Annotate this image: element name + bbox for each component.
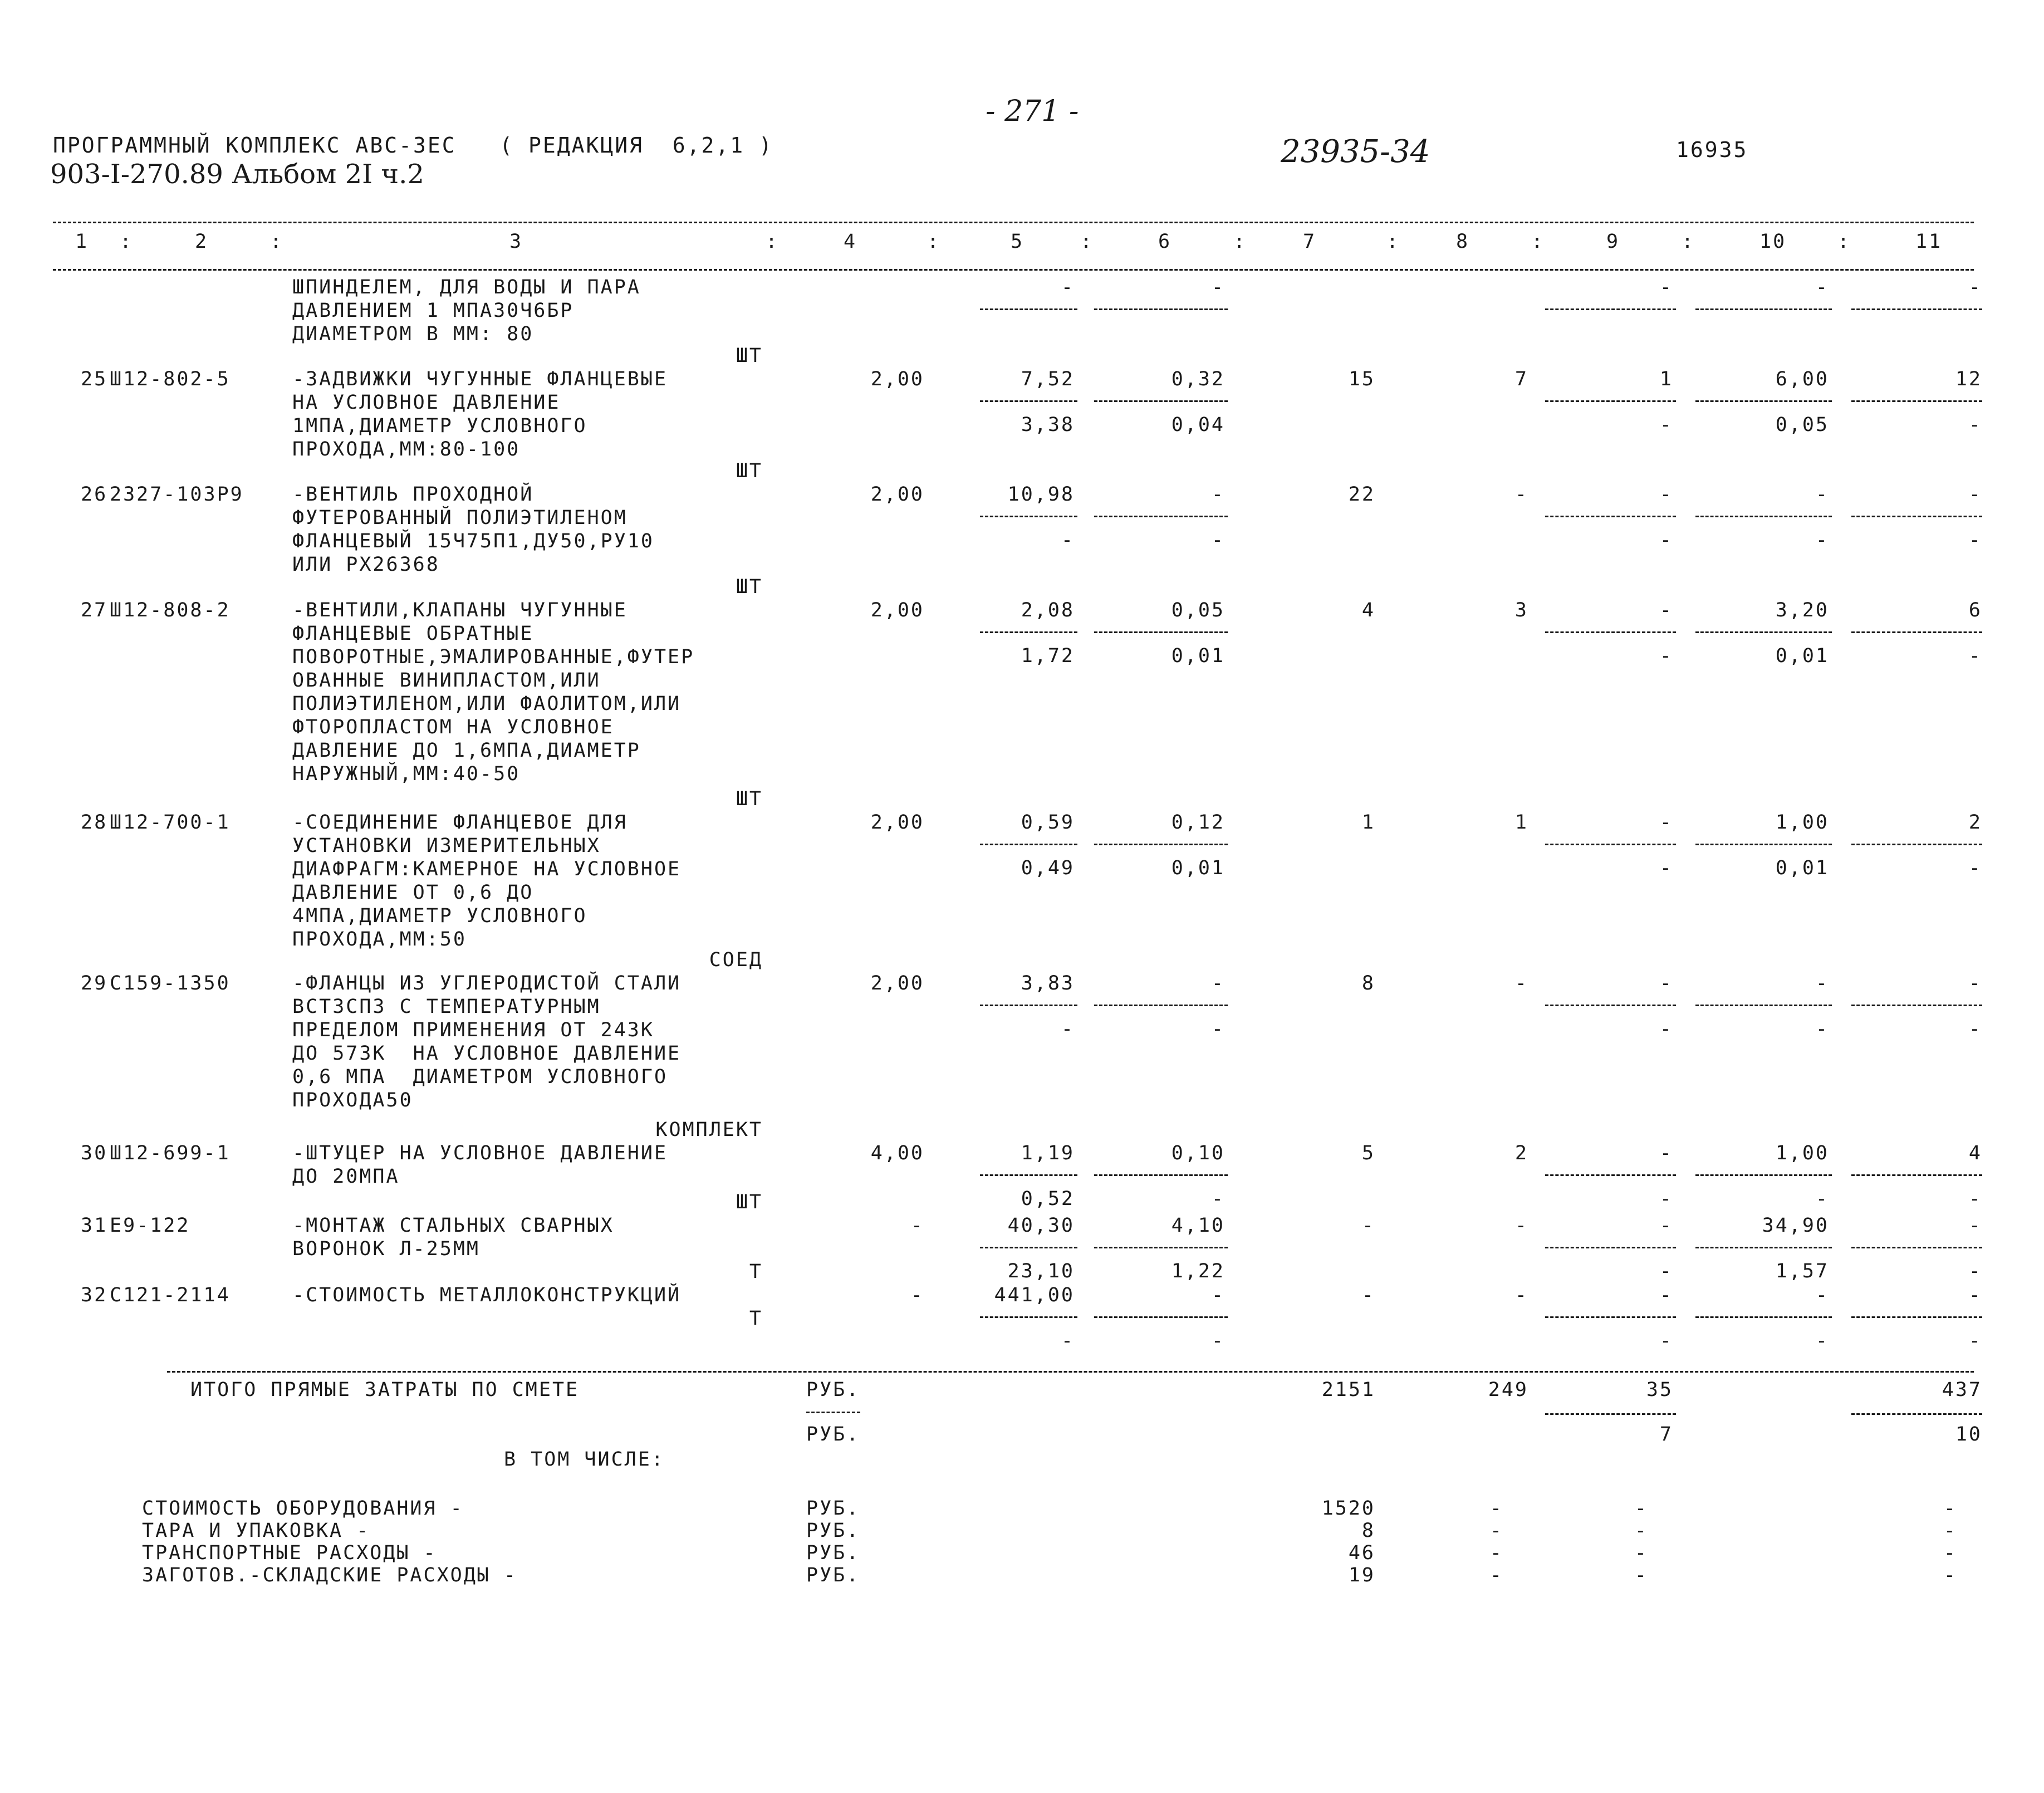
rule-c6 xyxy=(1094,400,1228,402)
column-separator: : xyxy=(1233,231,1247,253)
value-c6: 0,32 xyxy=(1171,368,1225,390)
value-c6: 0,10 xyxy=(1171,1142,1225,1164)
rule-c5 xyxy=(980,1316,1077,1318)
rule-c5 xyxy=(980,631,1077,633)
totals-c11b: 10 xyxy=(1955,1423,1982,1446)
rule-c10 xyxy=(1695,1316,1832,1318)
value-c6: - xyxy=(1211,276,1225,298)
value-c11b: - xyxy=(1968,1330,1982,1352)
value-c10b: 0,01 xyxy=(1775,645,1829,667)
rule-c5 xyxy=(980,1005,1077,1006)
value-c10b: 0,05 xyxy=(1775,414,1829,436)
row-description-line: ПРОХОДА,ММ:50 xyxy=(292,928,467,951)
row-description-line: -МОНТАЖ СТАЛЬНЫХ СВАРНЫХ xyxy=(292,1214,614,1237)
row-description-line: ПРЕДЕЛОМ ПРИМЕНЕНИЯ ОТ 243К xyxy=(292,1019,654,1041)
rule-c10 xyxy=(1695,516,1832,517)
row-code: С159-1350 xyxy=(110,972,231,995)
value-c10: 1,00 xyxy=(1775,1142,1829,1164)
row-description-line: -СТОИМОСТЬ МЕТАЛЛОКОНСТРУКЦИЙ xyxy=(292,1284,682,1306)
value-c5: - xyxy=(1061,276,1075,298)
value-c9b: - xyxy=(1659,1260,1673,1282)
value-c11b: - xyxy=(1968,414,1982,436)
value-c8: 7 xyxy=(1514,368,1528,390)
rule-c10 xyxy=(1695,844,1832,845)
row-number: 25 xyxy=(81,368,108,390)
rule-c11 xyxy=(1851,1316,1982,1318)
column-separator: : xyxy=(927,231,941,253)
breakdown-c9: - xyxy=(1634,1520,1648,1542)
row-code: Ш12-802-5 xyxy=(110,368,231,390)
value-c9: - xyxy=(1659,972,1673,995)
value-c6: - xyxy=(1211,972,1225,995)
value-c5: 7,52 xyxy=(1021,368,1075,390)
value-c7: - xyxy=(1361,1214,1375,1237)
value-c7: 22 xyxy=(1348,483,1375,506)
breakdown-c8: - xyxy=(1489,1564,1503,1586)
column-number: 1 xyxy=(75,231,89,253)
row-description-line: ДАВЛЕНИЕ ДО 1,6МПА,ДИАМЕТР xyxy=(292,739,641,762)
value-c9: - xyxy=(1659,1214,1673,1237)
rule-c6 xyxy=(1094,1005,1228,1006)
value-c10b: - xyxy=(1815,1018,1829,1040)
totals-rule-c9 xyxy=(1545,1413,1676,1415)
totals-label: ИТОГО ПРЯМЫЕ ЗАТРАТЫ ПО СМЕТЕ xyxy=(190,1379,580,1401)
breakdown-c11: - xyxy=(1943,1497,1957,1520)
breakdown-c9: - xyxy=(1634,1542,1648,1564)
rule-c11 xyxy=(1851,308,1982,310)
rule-c11 xyxy=(1851,1174,1982,1176)
value-c11b: - xyxy=(1968,857,1982,879)
value-c5b: 1,72 xyxy=(1021,645,1075,667)
unit-label: ШТ xyxy=(736,460,763,482)
value-c4: - xyxy=(910,1284,924,1306)
rule-c9 xyxy=(1545,400,1676,402)
value-c11b: - xyxy=(1968,1188,1982,1210)
row-description-line: ИЛИ РХ26368 xyxy=(292,553,440,576)
value-c9b: - xyxy=(1659,645,1673,667)
value-c9: - xyxy=(1659,1142,1673,1164)
header-rule-bottom xyxy=(53,269,1974,271)
column-number: 10 xyxy=(1759,231,1787,253)
code-number: 16935 xyxy=(1676,138,1748,162)
breakdown-c8: - xyxy=(1489,1520,1503,1542)
totals-unit: РУБ. xyxy=(806,1379,860,1401)
totals-c9: 35 xyxy=(1646,1379,1673,1401)
value-c11: 4 xyxy=(1968,1142,1982,1164)
row-description-line: -ВЕНТИЛЬ ПРОХОДНОЙ xyxy=(292,483,534,506)
value-c11: - xyxy=(1968,972,1982,995)
row-description-line: ФУТЕРОВАННЫЙ ПОЛИЭТИЛЕНОМ xyxy=(292,507,628,529)
row-description-line: ПРОХОДА,ММ:80-100 xyxy=(292,438,521,461)
column-number: 11 xyxy=(1915,231,1943,253)
rule-c9 xyxy=(1545,308,1676,310)
value-c6b: 0,01 xyxy=(1171,857,1225,879)
rule-c6 xyxy=(1094,844,1228,845)
row-code: 2327-103Р9 xyxy=(110,483,244,506)
breakdown-unit: РУБ. xyxy=(806,1497,860,1520)
breakdown-c11: - xyxy=(1943,1564,1957,1586)
row-description-line: 0,6 МПА ДИАМЕТРОМ УСЛОВНОГО xyxy=(292,1066,668,1088)
column-separator: : xyxy=(1531,231,1545,253)
unit-label: ШТ xyxy=(736,345,763,367)
rule-c10 xyxy=(1695,1005,1832,1006)
value-c10b: 0,01 xyxy=(1775,857,1829,879)
value-c10b: - xyxy=(1815,529,1829,551)
value-c4: 2,00 xyxy=(870,483,924,506)
value-c11b: - xyxy=(1968,529,1982,551)
value-c6: - xyxy=(1211,1284,1225,1306)
rule-c9 xyxy=(1545,1174,1676,1176)
value-c11b: - xyxy=(1968,1260,1982,1282)
value-c5: 3,83 xyxy=(1021,972,1075,995)
row-number: 27 xyxy=(81,599,108,621)
column-number: 4 xyxy=(844,231,857,253)
column-number: 7 xyxy=(1303,231,1317,253)
rule-c9 xyxy=(1545,1005,1676,1006)
row-description-line: УСТАНОВКИ ИЗМЕРИТЕЛЬНЫХ xyxy=(292,835,601,857)
row-description-line: ШПИНДЕЛЕМ, ДЛЯ ВОДЫ И ПАРА xyxy=(292,276,641,298)
totals-c9b: 7 xyxy=(1659,1423,1673,1446)
breakdown-c9: - xyxy=(1634,1564,1648,1586)
rule-c10 xyxy=(1695,1174,1832,1176)
value-c5b: - xyxy=(1061,529,1075,551)
row-description-line: ДО 20МПА xyxy=(292,1165,400,1188)
rule-c10 xyxy=(1695,400,1832,402)
value-c6b: - xyxy=(1211,529,1225,551)
unit-label: ШТ xyxy=(736,1191,763,1213)
value-c7: 5 xyxy=(1361,1142,1375,1164)
value-c4: 2,00 xyxy=(870,599,924,621)
value-c5b: - xyxy=(1061,1018,1075,1040)
value-c10: - xyxy=(1815,276,1829,298)
rule-c6 xyxy=(1094,516,1228,517)
row-description-line: ФЛАНЦЕВЫЕ ОБРАТНЫЕ xyxy=(292,623,534,645)
row-description-line: -ВЕНТИЛИ,КЛАПАНЫ ЧУГУННЫЕ xyxy=(292,599,628,621)
rule-c10 xyxy=(1695,1247,1832,1248)
row-description-line: 1МПА,ДИАМЕТР УСЛОВНОГО xyxy=(292,415,587,437)
rule-c5 xyxy=(980,844,1077,845)
value-c10: 34,90 xyxy=(1762,1214,1829,1237)
value-c8: - xyxy=(1514,1214,1528,1237)
row-code: Ш12-808-2 xyxy=(110,599,231,621)
program-line: ПРОГРАММНЫЙ КОМПЛЕКС АВС-3ЕС ( РЕДАКЦИЯ 6,2,1 ) xyxy=(53,133,773,158)
column-separator: : xyxy=(766,231,780,253)
breakdown-c8: - xyxy=(1489,1542,1503,1564)
row-number: 32 xyxy=(81,1284,108,1306)
value-c4: - xyxy=(910,1214,924,1237)
value-c9: - xyxy=(1659,599,1673,621)
breakdown-c8: - xyxy=(1489,1497,1503,1520)
value-c4: 2,00 xyxy=(870,972,924,995)
value-c9: - xyxy=(1659,276,1673,298)
value-c6b: 0,01 xyxy=(1171,645,1225,667)
row-code: Е9-122 xyxy=(110,1214,190,1237)
breakdown-unit: РУБ. xyxy=(806,1542,860,1564)
row-number: 28 xyxy=(81,811,108,834)
value-c5: 1,19 xyxy=(1021,1142,1075,1164)
unit-label: Т xyxy=(749,1261,763,1283)
value-c10: 1,00 xyxy=(1775,811,1829,834)
value-c10: 6,00 xyxy=(1775,368,1829,390)
breakdown-c11: - xyxy=(1943,1542,1957,1564)
value-c6b: - xyxy=(1211,1188,1225,1210)
value-c6: 4,10 xyxy=(1171,1214,1225,1237)
value-c9: - xyxy=(1659,811,1673,834)
row-number: 31 xyxy=(81,1214,108,1237)
value-c9b: - xyxy=(1659,1330,1673,1352)
value-c6: 0,05 xyxy=(1171,599,1225,621)
rule-c6 xyxy=(1094,1174,1228,1176)
row-description-line: ФТОРОПЛАСТОМ НА УСЛОВНОЕ xyxy=(292,716,614,738)
column-number: 9 xyxy=(1606,231,1620,253)
rule-c9 xyxy=(1545,844,1676,845)
value-c10: - xyxy=(1815,483,1829,506)
rule-c5 xyxy=(980,308,1077,310)
value-c6b: 0,04 xyxy=(1171,414,1225,436)
value-c9: - xyxy=(1659,1284,1673,1306)
row-description-line: ФЛАНЦЕВЫЙ 15Ч75П1,ДУ50,РУ10 xyxy=(292,530,654,552)
row-description-line: ПОВОРОТНЫЕ,ЭМАЛИРОВАННЫЕ,ФУТЕР xyxy=(292,646,695,668)
row-description-line: ДИАМЕТРОМ В ММ: 80 xyxy=(292,323,534,345)
value-c9: 1 xyxy=(1659,368,1673,390)
totals-unit: РУБ. xyxy=(806,1423,860,1446)
column-number: 2 xyxy=(195,231,209,253)
row-description-line: ДО 573К НА УСЛОВНОЕ ДАВЛЕНИЕ xyxy=(292,1042,682,1065)
rule-c6 xyxy=(1094,1247,1228,1248)
value-c5: 2,08 xyxy=(1021,599,1075,621)
value-c7: 4 xyxy=(1361,599,1375,621)
breakdown-label: ТАРА И УПАКОВКА - xyxy=(142,1520,370,1542)
value-c5: 40,30 xyxy=(1007,1214,1075,1237)
row-number: 30 xyxy=(81,1142,108,1164)
column-separator: : xyxy=(1837,231,1851,253)
rule-c9 xyxy=(1545,516,1676,517)
value-c9b: - xyxy=(1659,1018,1673,1040)
value-c11: 2 xyxy=(1968,811,1982,834)
value-c5b: 3,38 xyxy=(1021,414,1075,436)
value-c5b: 23,10 xyxy=(1007,1260,1075,1282)
row-description-line: 4МПА,ДИАМЕТР УСЛОВНОГО xyxy=(292,905,587,927)
rule-c5 xyxy=(980,1174,1077,1176)
value-c6: 0,12 xyxy=(1171,811,1225,834)
row-description-line: ПОЛИЭТИЛЕНОМ,ИЛИ ФАОЛИТОМ,ИЛИ xyxy=(292,693,682,715)
column-separator: : xyxy=(1386,231,1400,253)
rule-c5 xyxy=(980,1247,1077,1248)
column-number: 5 xyxy=(1011,231,1025,253)
doc-number: 23935-34 xyxy=(1281,134,1430,170)
row-description-line: НА УСЛОВНОЕ ДАВЛЕНИЕ xyxy=(292,391,561,414)
rule-c10 xyxy=(1695,631,1832,633)
unit-label: ШТ xyxy=(736,576,763,598)
value-c8: - xyxy=(1514,1284,1528,1306)
breakdown-c7: 1520 xyxy=(1321,1497,1375,1520)
rule-c5 xyxy=(980,400,1077,402)
row-description-line: ДАВЛЕНИЕМ 1 МПА30Ч6БР xyxy=(292,300,574,322)
value-c7: 8 xyxy=(1361,972,1375,995)
rule-c6 xyxy=(1094,1316,1228,1318)
value-c10b: 1,57 xyxy=(1775,1260,1829,1282)
breakdown-label: ТРАНСПОРТНЫЕ РАСХОДЫ - xyxy=(142,1542,437,1564)
value-c4: 2,00 xyxy=(870,811,924,834)
value-c9b: - xyxy=(1659,529,1673,551)
page-number: - 271 - xyxy=(986,95,1079,128)
rule-c11 xyxy=(1851,400,1982,402)
value-c9b: - xyxy=(1659,414,1673,436)
row-description-line: ДИАФРАГМ:КАМЕРНОЕ НА УСЛОВНОЕ xyxy=(292,858,682,880)
value-c10: 3,20 xyxy=(1775,599,1829,621)
header-rule-top xyxy=(53,222,1974,223)
value-c4: 4,00 xyxy=(870,1142,924,1164)
value-c4: 2,00 xyxy=(870,368,924,390)
row-description-line: -СОЕДИНЕНИЕ ФЛАНЦЕВОЕ ДЛЯ xyxy=(292,811,628,834)
rule-c11 xyxy=(1851,1247,1982,1248)
row-description-line: ДАВЛЕНИЕ ОТ 0,6 ДО xyxy=(292,881,534,904)
column-number: 6 xyxy=(1158,231,1172,253)
value-c7: 15 xyxy=(1348,368,1375,390)
value-c8: - xyxy=(1514,972,1528,995)
value-c10b: - xyxy=(1815,1188,1829,1210)
breakdown-label: ЗАГОТОВ.-СКЛАДСКИЕ РАСХОДЫ - xyxy=(142,1564,518,1586)
totals-c8: 249 xyxy=(1488,1379,1528,1401)
value-c7: 1 xyxy=(1361,811,1375,834)
column-separator: : xyxy=(1080,231,1094,253)
value-c5b: 0,52 xyxy=(1021,1188,1075,1210)
breakdown-c11: - xyxy=(1943,1520,1957,1542)
value-c9: - xyxy=(1659,483,1673,506)
row-description-line: ВСТ3СП3 С ТЕМПЕРАТУРНЫМ xyxy=(292,996,601,1018)
row-code: Ш12-700-1 xyxy=(110,811,231,834)
row-description-line: -ШТУЦЕР НА УСЛОВНОЕ ДАВЛЕНИЕ xyxy=(292,1142,668,1164)
totals-rule-c11 xyxy=(1851,1413,1982,1415)
unit-label: ШТ xyxy=(736,788,763,810)
column-number: 8 xyxy=(1456,231,1470,253)
row-description-line: ОВАННЫЕ ВИНИПЛАСТОМ,ИЛИ xyxy=(292,669,601,692)
value-c6b: - xyxy=(1211,1018,1225,1040)
value-c11: 12 xyxy=(1955,368,1982,390)
breakdown-unit: РУБ. xyxy=(806,1564,860,1586)
breakdown-c9: - xyxy=(1634,1497,1648,1520)
row-code: Ш12-699-1 xyxy=(110,1142,231,1164)
breakdown-label: СТОИМОСТЬ ОБОРУДОВАНИЯ - xyxy=(142,1497,464,1520)
row-description-line: -ФЛАНЦЫ ИЗ УГЛЕРОДИСТОЙ СТАЛИ xyxy=(292,972,682,995)
column-separator: : xyxy=(270,231,284,253)
value-c8: 3 xyxy=(1514,599,1528,621)
row-description-line: НАРУЖНЫЙ,ММ:40-50 xyxy=(292,763,521,785)
value-c10b: - xyxy=(1815,1330,1829,1352)
row-description-line: -ЗАДВИЖКИ ЧУГУННЫЕ ФЛАНЦЕВЫЕ xyxy=(292,368,668,390)
rule-c5 xyxy=(980,516,1077,517)
value-c9b: - xyxy=(1659,857,1673,879)
value-c11: 6 xyxy=(1968,599,1982,621)
rule-c6 xyxy=(1094,631,1228,633)
value-c8: 2 xyxy=(1514,1142,1528,1164)
value-c5b: 0,49 xyxy=(1021,857,1075,879)
row-number: 29 xyxy=(81,972,108,995)
breakdown-c7: 19 xyxy=(1348,1564,1375,1586)
breakdown-unit: РУБ. xyxy=(806,1520,860,1542)
rule-c9 xyxy=(1545,1247,1676,1248)
value-c11b: - xyxy=(1968,1018,1982,1040)
album-line: 903-I-270.89 Альбом 2I ч.2 xyxy=(50,159,424,190)
value-c10: - xyxy=(1815,1284,1829,1306)
value-c11: - xyxy=(1968,1214,1982,1237)
rule-c6 xyxy=(1094,308,1228,310)
unit-label: Т xyxy=(749,1307,763,1330)
unit-label: СОЕД xyxy=(709,949,763,971)
value-c8: - xyxy=(1514,483,1528,506)
value-c6b: - xyxy=(1211,1330,1225,1352)
rule-c11 xyxy=(1851,631,1982,633)
value-c5: 0,59 xyxy=(1021,811,1075,834)
value-c8: 1 xyxy=(1514,811,1528,834)
value-c5: 10,98 xyxy=(1007,483,1075,506)
value-c11b: - xyxy=(1968,645,1982,667)
value-c6b: 1,22 xyxy=(1171,1260,1225,1282)
value-c5: 441,00 xyxy=(994,1284,1075,1306)
value-c5b: - xyxy=(1061,1330,1075,1352)
row-code: С121-2114 xyxy=(110,1284,231,1306)
rule-c11 xyxy=(1851,1005,1982,1006)
column-number: 3 xyxy=(509,231,523,253)
column-separator: : xyxy=(1682,231,1695,253)
rule-c11 xyxy=(1851,844,1982,845)
value-c7: - xyxy=(1361,1284,1375,1306)
including-label: В ТОМ ЧИСЛЕ: xyxy=(504,1448,665,1471)
value-c11: - xyxy=(1968,483,1982,506)
value-c6: - xyxy=(1211,483,1225,506)
rule-c9 xyxy=(1545,631,1676,633)
row-number: 26 xyxy=(81,483,108,506)
value-c11: - xyxy=(1968,276,1982,298)
value-c10: - xyxy=(1815,972,1829,995)
column-separator: : xyxy=(120,231,134,253)
breakdown-c7: 8 xyxy=(1361,1520,1375,1542)
rule-c10 xyxy=(1695,308,1832,310)
rule-c11 xyxy=(1851,516,1982,517)
totals-c11: 437 xyxy=(1942,1379,1982,1401)
value-c9b: - xyxy=(1659,1188,1673,1210)
totals-rule xyxy=(167,1371,1974,1373)
row-description-line: ПРОХОДА50 xyxy=(292,1089,413,1111)
unit-label: КОМПЛЕКТ xyxy=(655,1119,763,1141)
totals-unit-rule xyxy=(806,1412,860,1413)
breakdown-c7: 46 xyxy=(1348,1542,1375,1564)
rule-c9 xyxy=(1545,1316,1676,1318)
value-c11: - xyxy=(1968,1284,1982,1306)
totals-c7: 2151 xyxy=(1321,1379,1375,1401)
row-description-line: ВОРОНОК Л-25ММ xyxy=(292,1238,481,1260)
